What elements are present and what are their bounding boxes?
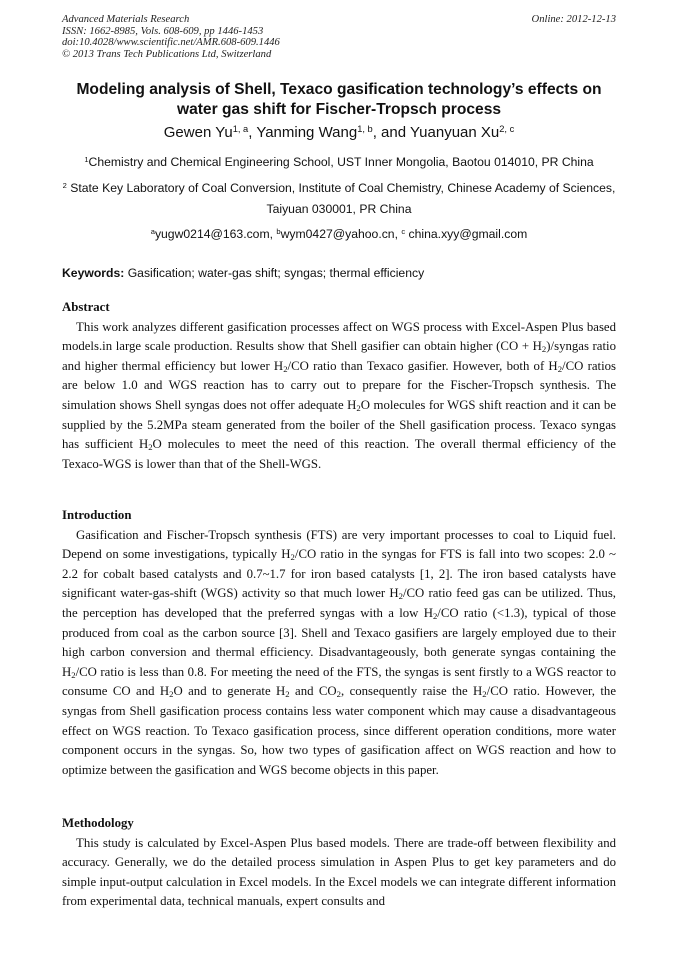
introduction-section <box>62 506 616 780</box>
email-link[interactable]: yugw0214@163.com, <box>154 227 277 241</box>
methodology-body: This study is calculated by Excel-Aspen Plus based models. There are trade-off between flexibility and accuracy. Generally, we do the detailed process simulation in Aspen Plus to get key parameters and do simple input-output calculation in Excel models. In the Excel models we can integrate different information from experimental data, technical manuals, expert consults and <box>62 835 616 909</box>
affiliation-2 <box>62 178 616 220</box>
email-marker: b <box>276 226 281 236</box>
author-affil-marker: 1, b <box>357 123 373 134</box>
affiliation-text: State Key Laboratory of Coal Conversion, Institute of Coal Chemistry, Chinese Academy of Sciences, Taiyuan 030001, PR China <box>66 181 616 216</box>
affiliation-text: Chemistry and Chemical Engineering School, UST Inner Mongolia, Baotou 014010, PR China <box>88 155 594 169</box>
author-separator: , and <box>372 124 410 141</box>
keywords-text: Gasification; water-gas shift; syngas; thermal efficiency <box>124 266 425 280</box>
author-separator: , <box>248 124 257 141</box>
email-link[interactable]: wym0427@yahoo.cn, <box>280 227 402 241</box>
keywords <box>62 264 616 282</box>
abstract-body: This work analyzes different gasification processes affect on WGS process with Excel-Aspen Plus based models.in large scale production. Results show that Shell gasifier can obtain higher $(CO + H_2)$/syngas ratio and higher thermal efficiency but lower $H_2/CO$ ratio than Texaco gasifier. However, both of $H_2/CO$ ratios are below 1.0 and WGS reaction has to carry out to prepare for the Fischer-Tropsch synthesis. The simulation shows Shell syngas does not offer adequate $H_2O$ molecules for WGS shift reaction and it can be supplied by the 5.2MPa steam generated from the boiler of the Shell gasification process. Texaco syngas has sufficient $H_2O$ molecules to meet the need of this reaction. The overall thermal efficiency of the Texaco-WGS is lower than that of the Shell-WGS. <box>62 319 617 471</box>
email-marker: a <box>150 226 155 236</box>
title-line-2: water gas shift for Fischer-Tropsch process <box>176 101 502 118</box>
paper-title <box>40 80 638 120</box>
journal-name: Advanced Materials Research <box>62 14 190 25</box>
keywords-label: Keywords: <box>62 266 125 280</box>
author-name: Gewen Yu <box>163 124 233 141</box>
journal-header <box>62 14 616 60</box>
affiliation-1 <box>62 152 616 173</box>
issn-line: ISSN: 1662-8985, Vols. 608-609, pp 1446-1453 <box>62 25 264 37</box>
introduction-heading: Introduction <box>62 508 132 522</box>
online-date: Online: 2012-12-13 <box>531 14 616 25</box>
author-name: Yuanyuan Xu <box>409 124 500 141</box>
email-marker: c <box>401 226 406 236</box>
affiliation-marker: 1 <box>84 154 89 164</box>
author-list <box>40 123 638 143</box>
methodology-section <box>62 814 616 912</box>
title-line-1: Modeling analysis of Shell, Texaco gasification technology’s effects on <box>76 81 602 98</box>
author-affil-marker: 2, c <box>499 123 515 134</box>
abstract-heading: Abstract <box>62 300 110 314</box>
email-list <box>62 225 616 243</box>
author-affil-marker: 1, a <box>232 123 249 134</box>
email-link[interactable]: china.xyy@gmail.com <box>405 227 528 241</box>
doi-line: doi:10.4028/www.scientific.net/AMR.608-609.1446 <box>62 37 280 49</box>
affiliation-marker: 2 <box>62 180 67 190</box>
introduction-body: Gasification and Fischer-Tropsch synthesis (FTS) are very important processes to coal to Liquid fuel. Depend on some investigations, typically $H_2/CO$ ratio in the syngas for FTS is fall into two scopes: 2.0 ~ 2.2 for cobalt based catalysts and 0.7~1.7 for iron based catalysts [1, 2]. The iron based catalysts have significant water-gas-shift (WGS) activity so that much lower $H_2/CO$ ratio feed gas can be utilized. Thus, the perception has developed that the preferred syngas with a low $H_2/CO$ ratio (<1.3), typical of those produced from coal as the carbon source [3]. Shell and Texaco gasifiers are largely employed due to their high carbon conversion and thermal efficiency. Disadvantageously, both generate syngas containing the $H_2/CO$ ratio is less than 0.8. For meeting the need of the FTS, the syngas is sent firstly to a WGS reactor to consume CO and $H_2O$ and to generate $H_2$ and $CO_2$, consequently raise the $H_2/CO$ ratio. However, the syngas from Shell gasification process contains less water component which may cause a disadvantageous effect on WGS reaction. To Texaco gasification process, since different operation conditions, more water component occurs in the syngas. So, how two types of gasification affect on WGS reaction and how to optimize between the gasification and WGS become objects in this paper. <box>62 527 616 777</box>
copyright-line: © 2013 Trans Tech Publications Ltd, Switzerland <box>62 48 272 60</box>
abstract-section <box>62 298 616 474</box>
methodology-heading: Methodology <box>62 816 134 830</box>
author-name: Yanming Wang <box>256 124 358 141</box>
